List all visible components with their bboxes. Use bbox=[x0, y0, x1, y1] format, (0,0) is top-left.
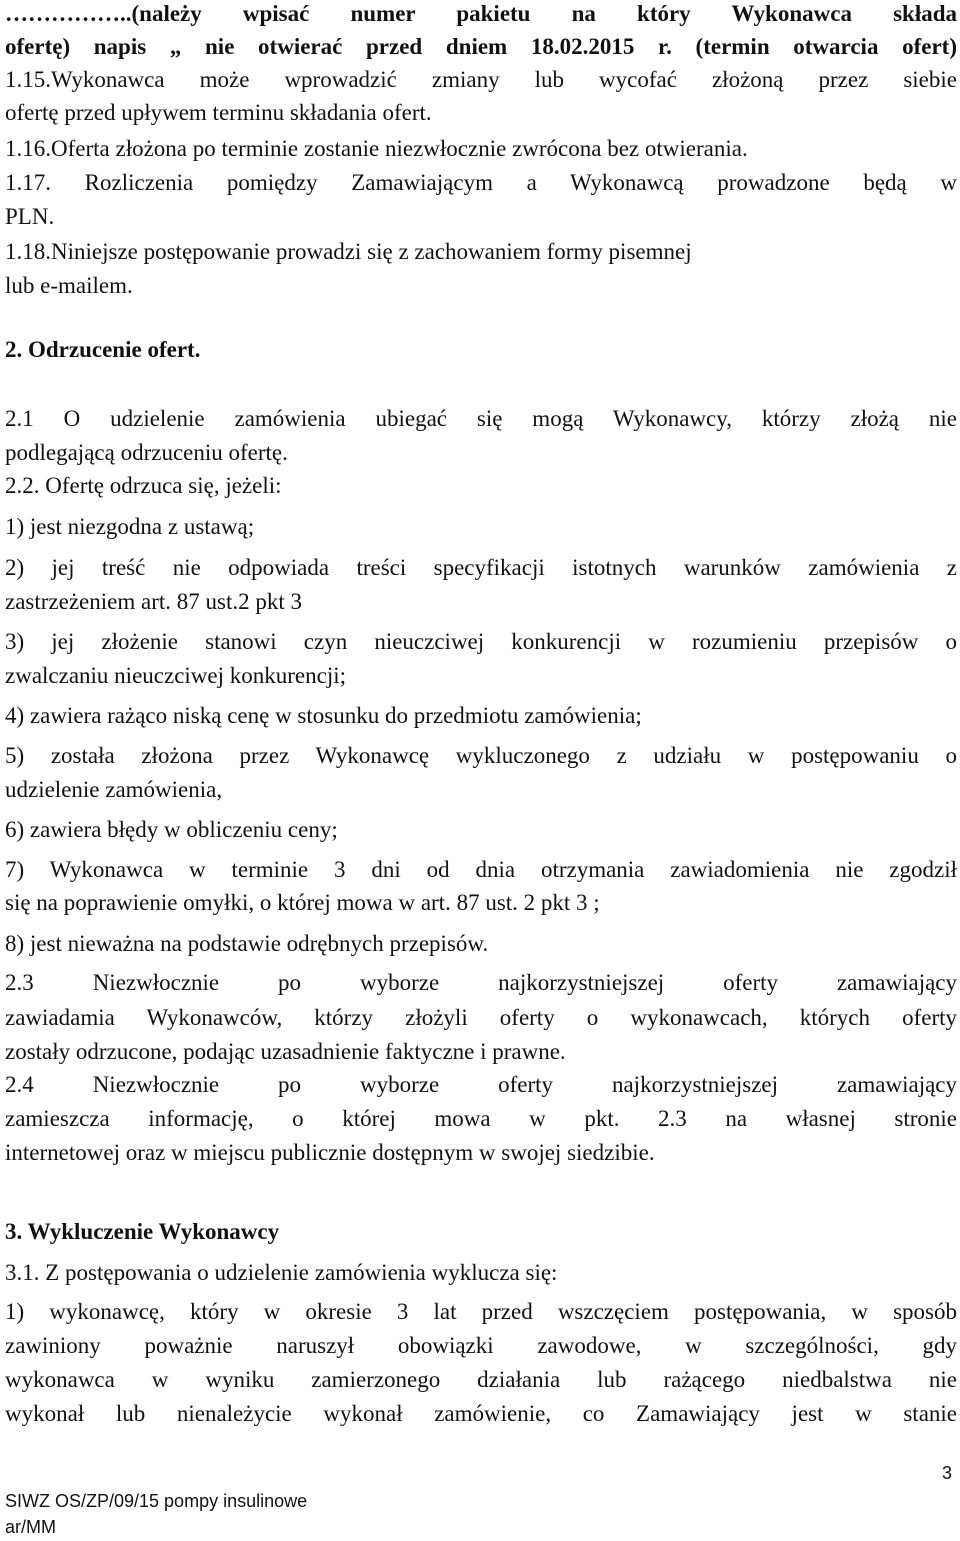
page-number: 3 bbox=[941, 1463, 952, 1483]
text-line: 2.3 Niezwłocznie po wyborze najkorzystniejszej oferty zamawiający bbox=[5, 970, 957, 995]
text-line: 4) zawiera rażąco niską cenę w stosunku do przedmiotu zamówienia; bbox=[5, 703, 642, 728]
footer-document-ref: SIWZ OS/ZP/09/15 pompy insulinowe bbox=[5, 1491, 308, 1511]
text-line: 1.17. Rozliczenia pomiędzy Zamawiającym a Wykonawcą prowadzone będą w bbox=[5, 170, 957, 195]
text-line: ofertę) napis „ nie otwierać przed dniem 18.02.2015 r. (termin otwarcia ofert) bbox=[5, 34, 957, 59]
text-line: 3) jej złożenie stanowi czyn nieuczciwej konkurencji w rozumieniu przepisów o bbox=[5, 629, 957, 654]
text-line: 6) zawiera błędy w obliczeniu ceny; bbox=[5, 817, 338, 842]
text-line: 2.2. Ofertę odrzuca się, jeżeli: bbox=[5, 473, 282, 498]
text-line: zostały odrzucone, podając uzasadnienie faktyczne i prawne. bbox=[5, 1039, 566, 1064]
text-line: ……………..(należy wpisać numer pakietu na który Wykonawca składa bbox=[5, 1, 957, 26]
text-line: wykonawca w wyniku zamierzonego działania lub rażącego niedbalstwa nie bbox=[5, 1367, 957, 1392]
text-line: 1) jest niezgodna z ustawą; bbox=[5, 514, 255, 539]
text-line: 7) Wykonawca w terminie 3 dni od dnia otrzymania zawiadomienia nie zgodził bbox=[5, 857, 957, 882]
text-line: 2.4 Niezwłocznie po wyborze oferty najkorzystniejszej zamawiający bbox=[5, 1072, 957, 1097]
text-line: 8) jest nieważna na podstawie odrębnych przepisów. bbox=[5, 931, 489, 956]
text-line: 1) wykonawcę, który w okresie 3 lat przed wszczęciem postępowania, w sposób bbox=[5, 1299, 957, 1324]
text-line: podlegającą odrzuceniu ofertę. bbox=[5, 440, 288, 465]
footer-initials: ar/MM bbox=[5, 1517, 56, 1537]
text-line: zwalczaniu nieuczciwej konkurencji; bbox=[5, 663, 347, 688]
text-line: 1.15.Wykonawca może wprowadzić zmiany lub wycofać złożoną przez siebie bbox=[5, 67, 957, 92]
text-line: lub e-mailem. bbox=[5, 273, 133, 298]
text-line: 1.18.Niniejsze postępowanie prowadzi się z zachowaniem formy pisemnej bbox=[5, 239, 692, 264]
text-line: 5) została złożona przez Wykonawcę wykluczonego z udziału w postępowaniu o bbox=[5, 743, 957, 768]
text-line: ofertę przed upływem terminu składania ofert. bbox=[5, 100, 432, 125]
section-heading: 3. Wykluczenie Wykonawcy bbox=[5, 1219, 280, 1244]
text-line: internetowej oraz w miejscu publicznie dostępnym w swojej siedzibie. bbox=[5, 1140, 655, 1165]
text-line: PLN. bbox=[5, 204, 55, 229]
text-line: się na poprawienie omyłki, o której mowa w art. 87 ust. 2 pkt 3 ; bbox=[5, 890, 600, 915]
section-heading: 2. Odrzucenie ofert. bbox=[5, 337, 201, 362]
text-line: zamieszcza informację, o której mowa w pkt. 2.3 na własnej stronie bbox=[5, 1106, 957, 1131]
text-line: zawiniony poważnie naruszył obowiązki zawodowe, w szczególności, gdy bbox=[5, 1333, 957, 1358]
text-line: udzielenie zamówienia, bbox=[5, 777, 223, 802]
text-line: zawiadamia Wykonawców, którzy złożyli oferty o wykonawcach, których oferty bbox=[5, 1005, 957, 1030]
text-line: 2) jej treść nie odpowiada treści specyfikacji istotnych warunków zamówienia z bbox=[5, 555, 957, 580]
text-line: 3.1. Z postępowania o udzielenie zamówienia wyklucza się: bbox=[5, 1260, 558, 1285]
text-line: 2.1 O udzielenie zamówienia ubiegać się mogą Wykonawcy, którzy złożą nie bbox=[5, 406, 957, 431]
text-line: zastrzeżeniem art. 87 ust.2 pkt 3 bbox=[5, 589, 302, 614]
text-line: wykonał lub nienależycie wykonał zamówienie, co Zamawiający jest w stanie bbox=[5, 1401, 957, 1426]
text-line: 1.16.Oferta złożona po terminie zostanie niezwłocznie zwrócona bez otwierania. bbox=[5, 136, 748, 161]
